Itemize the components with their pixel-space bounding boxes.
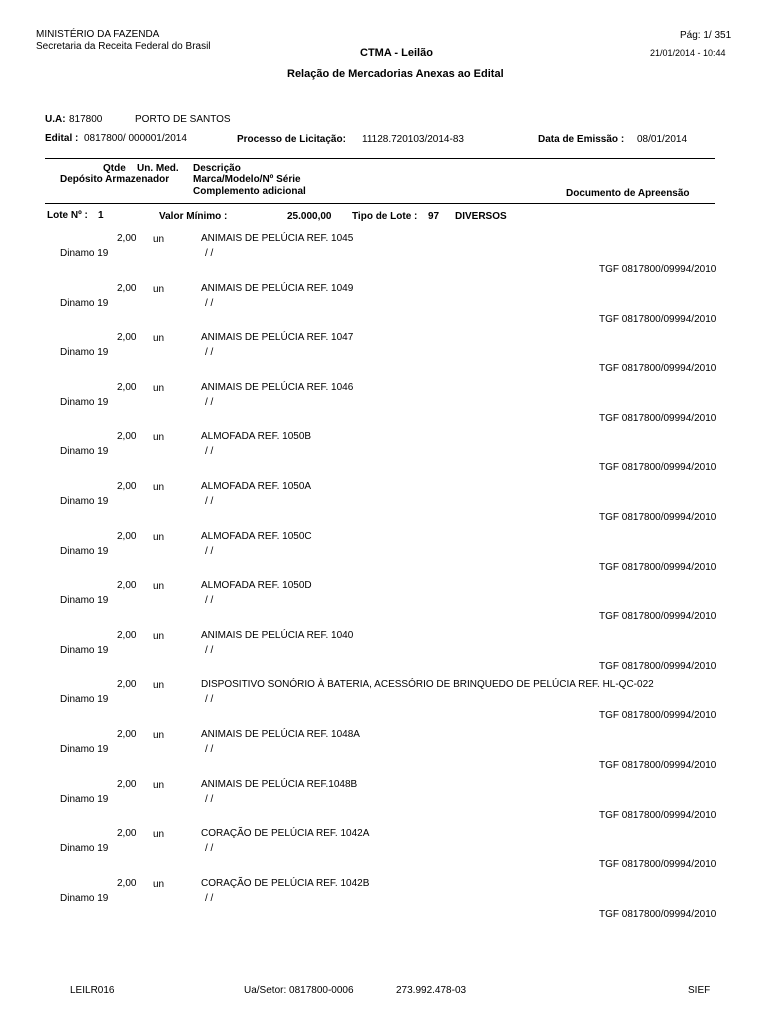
item-marca-modelo: / / <box>205 892 214 904</box>
ministry-name: MINISTÉRIO DA FAZENDA <box>36 29 160 40</box>
item-documento: TGF 0817800/09994/2010 <box>599 412 717 424</box>
item-marca-modelo: / / <box>205 347 214 359</box>
item-documento: TGF 0817800/09994/2010 <box>599 561 717 573</box>
item-quantity: 2,00 <box>117 282 137 294</box>
valor-minimo-label: Valor Mínimo : <box>159 211 228 222</box>
item-marca-modelo: / / <box>205 248 214 259</box>
item-deposito: Dinamo 19 <box>60 595 109 607</box>
list-item <box>0 779 768 829</box>
item-deposito: Dinamo 19 <box>60 446 109 458</box>
item-deposito: Dinamo 19 <box>60 892 109 904</box>
item-quantity: 2,00 <box>117 778 137 790</box>
col-descricao: Descrição <box>193 163 241 174</box>
item-documento: TGF 0817800/09994/2010 <box>599 908 717 920</box>
emissao-label: Data de Emissão : <box>538 134 625 145</box>
item-description: ALMOFADA REF. 1050D <box>201 580 312 592</box>
item-description: ALMOFADA REF. 1050A <box>201 481 312 492</box>
item-documento: TGF 0817800/09994/2010 <box>599 313 717 325</box>
item-quantity: 2,00 <box>117 580 137 592</box>
edital-value: 0817800/ 000001/2014 <box>84 133 187 144</box>
list-item <box>0 878 768 928</box>
item-documento: TGF 0817800/09994/2010 <box>599 611 717 623</box>
list-item <box>0 332 768 382</box>
item-unit: un <box>153 680 165 692</box>
item-description: ALMOFADA REF. 1050C <box>201 530 312 542</box>
item-description: CORAÇÃO DE PELÚCIA REF. 1042A <box>201 828 370 840</box>
print-datetime: 21/01/2014 - 10:44 <box>650 48 726 58</box>
item-unit: un <box>153 333 165 345</box>
item-quantity: 2,00 <box>117 431 137 443</box>
item-marca-modelo: / / <box>205 644 214 656</box>
list-item <box>0 431 768 481</box>
item-description: ANIMAIS DE PELÚCIA REF.1048B <box>201 778 358 790</box>
report-subtitle: Relação de Mercadorias Anexas ao Edital <box>287 68 504 80</box>
item-quantity: 2,00 <box>117 679 137 691</box>
lote-number: 1 <box>98 210 104 221</box>
item-deposito: Dinamo 19 <box>60 644 109 656</box>
col-marca: Marca/Modelo/Nº Série <box>193 174 301 185</box>
footer-report-code: LEILR016 <box>70 985 115 996</box>
lote-label: Lote Nº : <box>47 210 88 221</box>
item-quantity: 2,00 <box>117 629 137 641</box>
footer-system: SIEF <box>688 985 711 996</box>
item-quantity: 2,00 <box>117 332 137 344</box>
list-item <box>0 729 768 779</box>
list-item <box>0 283 768 333</box>
item-unit: un <box>153 531 165 543</box>
divider-header <box>45 203 715 204</box>
item-documento: TGF 0817800/09994/2010 <box>599 710 717 722</box>
item-unit: un <box>153 878 165 890</box>
item-marca-modelo: / / <box>205 496 214 507</box>
processo-value: 11128.720103/2014-83 <box>362 134 464 145</box>
item-quantity: 2,00 <box>117 481 137 492</box>
valor-minimo: 25.000,00 <box>287 211 332 222</box>
item-unit: un <box>153 730 165 741</box>
item-documento: TGF 0817800/09994/2010 <box>599 760 717 771</box>
col-qtde: Qtde <box>103 163 126 174</box>
footer-cpf: 273.992.478-03 <box>396 985 467 996</box>
item-description: ANIMAIS DE PELÚCIA REF. 1047 <box>201 332 354 344</box>
processo-label: Processo de Licitação: <box>237 134 346 145</box>
item-unit: un <box>153 482 165 493</box>
item-deposito: Dinamo 19 <box>60 297 109 309</box>
item-documento: TGF 0817800/09994/2010 <box>599 809 717 821</box>
item-marca-modelo: / / <box>205 744 214 755</box>
edital-label: Edital : <box>45 133 79 144</box>
item-unit: un <box>153 432 165 444</box>
list-item <box>0 580 768 630</box>
tipo-lote-name: DIVERSOS <box>455 211 507 222</box>
item-deposito: Dinamo 19 <box>60 694 109 706</box>
page-number: Pág: 1/ 351 <box>680 30 732 41</box>
list-item <box>0 531 768 581</box>
item-documento: TGF 0817800/09994/2010 <box>599 363 717 375</box>
emissao-value: 08/01/2014 <box>637 134 688 145</box>
item-deposito: Dinamo 19 <box>60 347 109 359</box>
item-marca-modelo: / / <box>205 595 214 607</box>
item-deposito: Dinamo 19 <box>60 793 109 805</box>
item-quantity: 2,00 <box>117 828 137 840</box>
list-item <box>0 233 768 283</box>
item-quantity: 2,00 <box>117 530 137 542</box>
item-quantity: 2,00 <box>117 233 137 244</box>
item-documento: TGF 0817800/09994/2010 <box>599 462 717 474</box>
item-unit: un <box>153 283 165 295</box>
item-marca-modelo: / / <box>205 545 214 557</box>
item-deposito: Dinamo 19 <box>60 545 109 557</box>
item-marca-modelo: / / <box>205 297 214 309</box>
item-description: ANIMAIS DE PELÚCIA REF. 1040 <box>201 629 354 641</box>
item-description: ANIMAIS DE PELÚCIA REF. 1046 <box>201 381 354 393</box>
ua-code: 817800 <box>69 114 103 125</box>
col-documento: Documento de Apreensão <box>566 188 690 199</box>
item-deposito: Dinamo 19 <box>60 396 109 408</box>
list-item <box>0 382 768 432</box>
item-description: ALMOFADA REF. 1050B <box>201 431 312 443</box>
item-deposito: Dinamo 19 <box>60 744 109 755</box>
item-marca-modelo: / / <box>205 396 214 408</box>
footer-setor: Ua/Setor: 0817800-0006 <box>244 985 354 996</box>
ua-label: U.A: <box>45 114 66 125</box>
col-unmed: Un. Med. <box>137 163 179 174</box>
item-marca-modelo: / / <box>205 793 214 805</box>
item-marca-modelo: / / <box>205 694 214 706</box>
item-unit: un <box>153 382 165 394</box>
item-deposito: Dinamo 19 <box>60 248 109 259</box>
list-item <box>0 679 768 729</box>
item-unit: un <box>153 779 165 791</box>
item-unit: un <box>153 234 165 245</box>
item-marca-modelo: / / <box>205 446 214 458</box>
item-unit: un <box>153 630 165 642</box>
tipo-lote-label: Tipo de Lote : <box>352 211 418 222</box>
col-deposito: Depósito Armazenador <box>60 174 170 185</box>
item-documento: TGF 0817800/09994/2010 <box>599 660 717 672</box>
item-description: CORAÇÃO DE PELÚCIA REF. 1042B <box>201 877 370 889</box>
report-title: CTMA - Leilão <box>360 47 433 59</box>
divider-top <box>45 158 715 159</box>
item-documento: TGF 0817800/09994/2010 <box>599 859 717 871</box>
item-documento: TGF 0817800/09994/2010 <box>599 264 717 275</box>
item-description: ANIMAIS DE PELÚCIA REF. 1048A <box>201 729 360 740</box>
item-description: ANIMAIS DE PELÚCIA REF. 1045 <box>201 233 354 244</box>
tipo-lote-code: 97 <box>428 211 440 222</box>
list-item <box>0 828 768 878</box>
secretariat-name: Secretaria da Receita Federal do Brasil <box>36 41 211 52</box>
list-item <box>0 630 768 680</box>
item-quantity: 2,00 <box>117 381 137 393</box>
item-description: ANIMAIS DE PELÚCIA REF. 1049 <box>201 282 354 294</box>
item-marca-modelo: / / <box>205 843 214 855</box>
item-quantity: 2,00 <box>117 729 137 740</box>
col-complemento: Complemento adicional <box>193 186 306 197</box>
item-description: DISPOSITIVO SONÓRIO À BATERIA, ACESSÓRIO DE BRINQUEDO DE PELÚCIA REF. HL-QC-022 <box>201 679 654 691</box>
list-item <box>0 481 768 531</box>
item-quantity: 2,00 <box>117 877 137 889</box>
item-unit: un <box>153 829 165 841</box>
item-unit: un <box>153 581 165 593</box>
item-documento: TGF 0817800/09994/2010 <box>599 512 717 523</box>
item-deposito: Dinamo 19 <box>60 843 109 855</box>
ua-name: PORTO DE SANTOS <box>135 114 231 125</box>
item-deposito: Dinamo 19 <box>60 496 109 507</box>
